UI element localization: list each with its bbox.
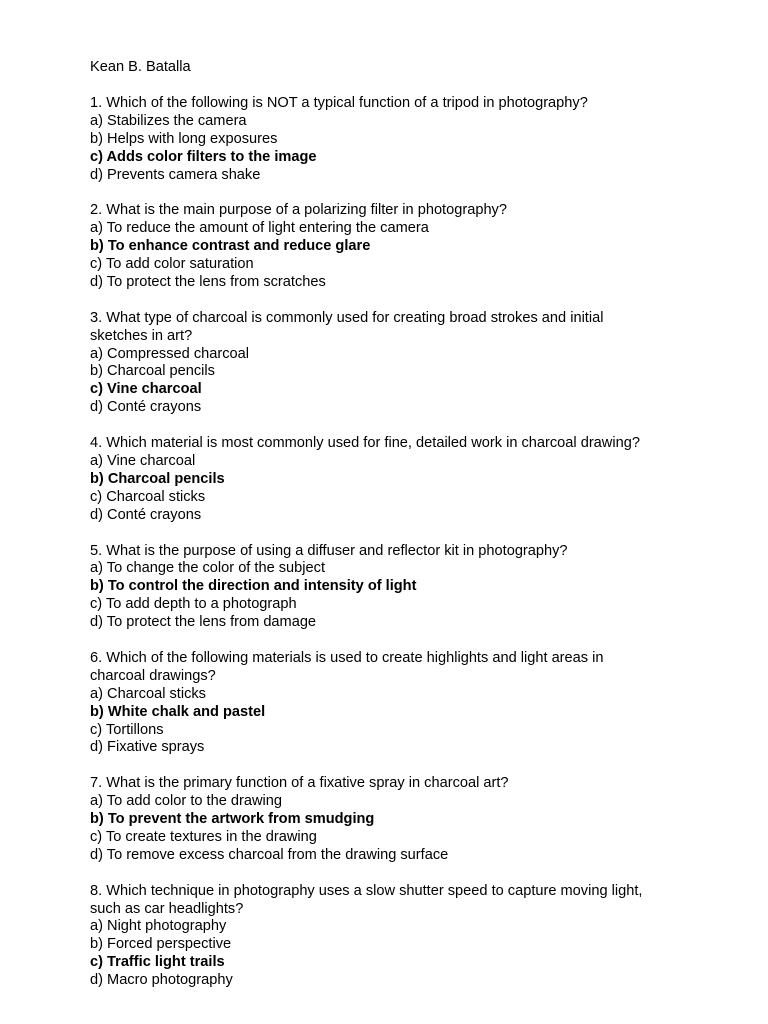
answer-option: b) Forced perspective [90, 936, 232, 953]
answer-option: c) To add depth to a photograph [90, 596, 297, 613]
correct-answer-option: b) To prevent the artwork from smudging [90, 811, 375, 828]
answer-option: d) To protect the lens from scratches [90, 273, 326, 290]
answer-option: a) Vine charcoal [90, 452, 196, 469]
answer-option: b) Helps with long exposures [90, 130, 278, 147]
answer-option: b) Charcoal pencils [90, 363, 215, 380]
answer-option: d) Macro photography [90, 972, 233, 989]
question-block [90, 95, 650, 185]
correct-answer-option: b) Charcoal pencils [90, 470, 225, 487]
answer-option: a) To add color to the drawing [90, 793, 282, 810]
answer-option: c) To create textures in the drawing [90, 828, 317, 845]
question-block [90, 543, 650, 633]
correct-answer-option: b) White chalk and pastel [90, 703, 266, 720]
document-page [90, 59, 650, 1008]
question-block [90, 435, 650, 525]
answer-option: d) Conté crayons [90, 399, 202, 416]
correct-answer-option: c) Adds color filters to the image [90, 148, 317, 165]
answer-option: d) To remove excess charcoal from the drawing surface [90, 846, 449, 863]
question-text: 4. Which material is most commonly used for fine, detailed work in charcoal drawing? [90, 435, 640, 452]
question-block [90, 310, 650, 417]
answer-option: d) To protect the lens from damage [90, 614, 317, 631]
question-text: 3. What type of charcoal is commonly used for creating broad strokes and initial sketches in art? [90, 309, 604, 344]
correct-answer-option: c) Traffic light trails [90, 954, 225, 971]
correct-answer-option: b) To control the direction and intensity of light [90, 578, 417, 595]
answer-option: d) Prevents camera shake [90, 166, 261, 183]
author-name: Kean B. Batalla [90, 59, 191, 75]
question-text: 7. What is the primary function of a fixative spray in charcoal art? [90, 775, 509, 792]
answer-option: d) Fixative sprays [90, 739, 205, 756]
question-block [90, 883, 650, 990]
question-block [90, 650, 650, 757]
question-text: 1. Which of the following is NOT a typical function of a tripod in photography? [90, 94, 588, 111]
answer-option: a) To reduce the amount of light entering the camera [90, 220, 429, 237]
question-block [90, 775, 650, 865]
question-list [90, 95, 650, 990]
answer-option: c) Charcoal sticks [90, 488, 206, 505]
answer-option: a) Night photography [90, 918, 227, 935]
question-text: 8. Which technique in photography uses a slow shutter speed to capture moving light, such as car headlights? [90, 882, 643, 917]
question-block [90, 202, 650, 292]
question-text: 6. Which of the following materials is used to create highlights and light areas in charcoal drawings? [90, 649, 604, 684]
answer-option: a) To change the color of the subject [90, 560, 326, 577]
question-text: 5. What is the purpose of using a diffuser and reflector kit in photography? [90, 542, 568, 559]
answer-option: a) Charcoal sticks [90, 685, 206, 702]
answer-option: c) Tortillons [90, 721, 164, 738]
answer-option: c) To add color saturation [90, 256, 254, 273]
answer-option: d) Conté crayons [90, 506, 202, 523]
answer-option: a) Compressed charcoal [90, 345, 249, 362]
question-text: 2. What is the main purpose of a polarizing filter in photography? [90, 202, 507, 219]
correct-answer-option: b) To enhance contrast and reduce glare [90, 238, 371, 255]
correct-answer-option: c) Vine charcoal [90, 381, 202, 398]
answer-option: a) Stabilizes the camera [90, 112, 247, 129]
